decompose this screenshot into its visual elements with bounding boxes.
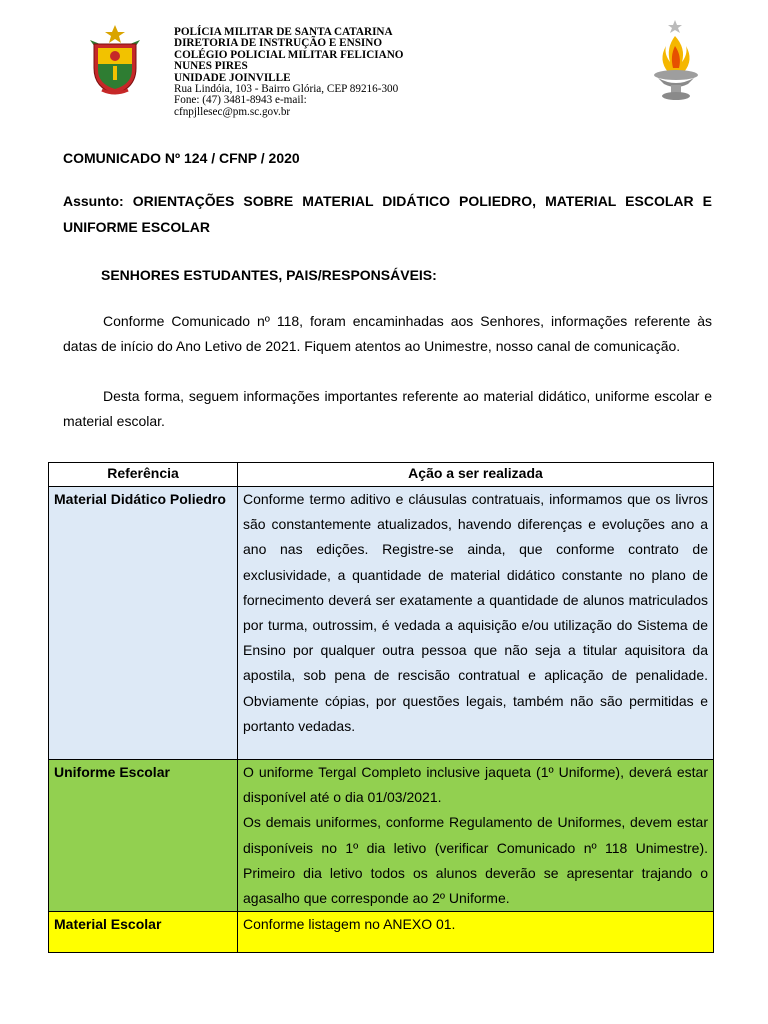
document-title: COMUNICADO Nº 124 / CFNP / 2020 (63, 150, 300, 166)
row-action-text: Conforme termo aditivo e cláusulas contratuais, informamos que os livros são constantemente atualizados, havendo diferenças e evoluções ano a ano nas edições. Registre-se ainda, que conforme contrato de exclusividade, a quantidade de material didático constante no plano de fornecimento deverá ser exatamente a quantidade de alunos matriculados por turma, outrossim, é vedada a aquisição e/ou utilização do Sistema de Ensino por qualquer outra pessoa que não seja a titular aquisitora da apostila, sob pena de rescisão contratual e aplicação de penalidade. Obviamente cópias, por questões legais, também não são permitidas e portanto vedadas. (243, 491, 708, 734)
table-row (49, 760, 714, 912)
header-address: Rua Lindóia, 103 - Bairro Glória, CEP 89216-300 (174, 83, 399, 96)
torch-emblem-icon (644, 18, 708, 104)
header-action: Ação a ser realizada (238, 463, 714, 487)
row-reference: Uniforme Escolar (49, 760, 238, 912)
row-action-text: Conforme listagem no ANEXO 01. (243, 916, 456, 933)
row-action (238, 487, 714, 760)
header-line-4: NUNES PIRES (174, 60, 248, 73)
header-reference: Referência (49, 463, 238, 487)
paragraph-1: Conforme Comunicado nº 118, foram encaminhadas aos Senhores, informações referente às datas de início do Ano Letivo de 2021. Fiquem atentos ao Unimestre, nosso canal de comunicação. (63, 313, 712, 354)
document-subject: Assunto: ORIENTAÇÕES SOBRE MATERIAL DIDÁTICO POLIEDRO, MATERIAL ESCOLAR E UNIFORME ESCOLAR (63, 193, 712, 235)
table-row (49, 912, 714, 953)
header-phone: Fone: (47) 3481-8943 e-mail: (174, 94, 307, 107)
orientation-table (48, 462, 714, 953)
header-line-1: POLÍCIA MILITAR DE SANTA CATARINA (174, 26, 393, 38)
institution-header (174, 27, 403, 118)
header-line-2: DIRETORIA DE INSTRUÇÃO E ENSINO (174, 37, 383, 50)
row-action-text: Os demais uniformes, conforme Regulamento de Uniformes, devem estar disponíveis no 1º dia letivo (verificar Comunicado nº 118 Unimestre). Primeiro dia letivo todos os alunos deverão se apresentar trajando o agasalho que corresponde ao 2º Uniforme. (243, 814, 708, 907)
paragraph-2: Desta forma, seguem informações importantes referente ao material didático, uniforme escolar e material escolar. (63, 388, 712, 429)
row-action (238, 912, 714, 953)
table-header-row (49, 463, 714, 487)
row-action-text: O uniforme Tergal Completo inclusive jaqueta (1º Uniforme), deverá estar disponível até o dia 01/03/2021. (243, 764, 708, 806)
pmsc-crest-icon (84, 24, 146, 96)
header-line-3: COLÉGIO POLICIAL MILITAR FELICIANO (174, 48, 404, 61)
row-action (238, 760, 714, 912)
row-reference: Material Escolar (49, 912, 238, 953)
table-row (49, 487, 714, 760)
row-reference: Material Didático Poliedro (49, 487, 238, 760)
salutation: SENHORES ESTUDANTES, PAIS/RESPONSÁVEIS: (101, 267, 437, 283)
header-email: cfnpjllesec@pm.sc.gov.br (174, 105, 291, 118)
header-line-5: UNIDADE JOINVILLE (174, 71, 291, 84)
